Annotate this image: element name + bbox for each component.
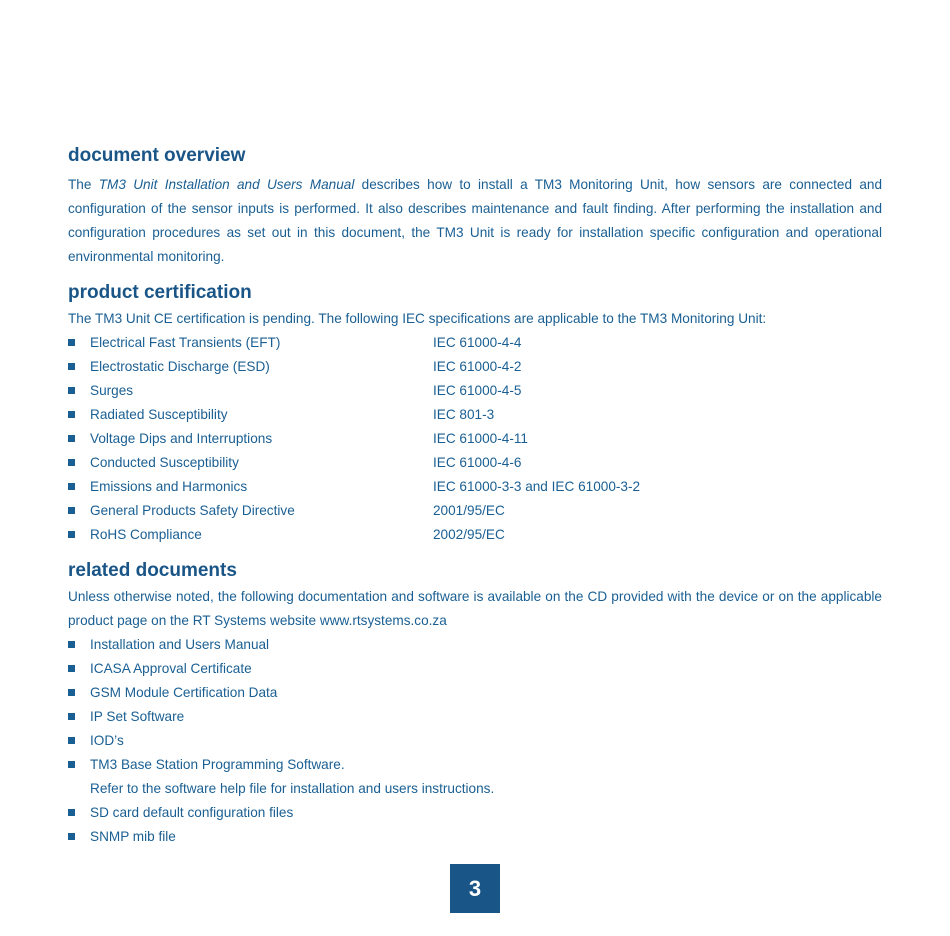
square-bullet-icon (68, 737, 75, 744)
related-item-label: TM3 Base Station Programming Software. (90, 757, 345, 772)
certification-label: Radiated Susceptibility (90, 407, 228, 422)
related-item (68, 825, 882, 849)
square-bullet-icon (68, 809, 75, 816)
related-item-label: IP Set Software (90, 709, 185, 724)
square-bullet-icon (68, 411, 75, 418)
certification-spec: IEC 61000-3-3 and IEC 61000-3-2 (433, 479, 641, 494)
related-item (68, 729, 882, 753)
certification-item (68, 403, 882, 427)
square-bullet-icon (68, 665, 75, 672)
square-bullet-icon (68, 363, 75, 370)
related-item-label: Installation and Users Manual (90, 637, 270, 652)
certification-label: Voltage Dips and Interruptions (90, 431, 273, 446)
certification-item (68, 451, 882, 475)
certification-item (68, 475, 882, 499)
related-item (68, 633, 882, 657)
square-bullet-icon (68, 833, 75, 840)
related-item-label: SD card default configuration files (90, 805, 294, 820)
certification-item (68, 331, 882, 355)
square-bullet-icon (68, 689, 75, 696)
related-item (68, 657, 882, 681)
certification-item (68, 427, 882, 451)
related-item (68, 801, 882, 825)
related-item-label: ICASA Approval Certificate (90, 661, 252, 676)
square-bullet-icon (68, 387, 75, 394)
square-bullet-icon (68, 435, 75, 442)
certification-intro: The TM3 Unit CE certification is pending. The following IEC specifications are applicable to the TM3 Monitoring Unit: (68, 311, 767, 326)
certification-label: General Products Safety Directive (90, 503, 295, 518)
related-item-continuation: Refer to the software help file for installation and users instructions. (90, 781, 495, 796)
square-bullet-icon (68, 507, 75, 514)
certification-heading: product certification (68, 282, 252, 303)
page-number: 3 (450, 864, 500, 913)
certification-label: Electrical Fast Transients (EFT) (90, 335, 281, 350)
related-item-label: SNMP mib file (90, 829, 176, 844)
certification-item (68, 355, 882, 379)
overview-text-prefix: The (68, 177, 99, 192)
related-item (68, 681, 882, 705)
square-bullet-icon (68, 531, 75, 538)
certification-list (68, 331, 882, 547)
square-bullet-icon (68, 761, 75, 768)
related-list (68, 633, 882, 849)
certification-label: Surges (90, 383, 134, 398)
overview-text-rest: describes how to install a TM3 Monitoring Unit, how sensors are connected and configuration of the sensor inputs is performed. It also describes maintenance and fault finding. After performing the installation and configuration procedures as set out in this document, the TM3 Unit is ready for installation specific configuration and operational environmental monitoring. (68, 177, 883, 264)
square-bullet-icon (68, 483, 75, 490)
related-item (68, 753, 882, 777)
square-bullet-icon (68, 641, 75, 648)
related-item (68, 705, 882, 729)
certification-item (68, 379, 882, 403)
certification-spec: IEC 61000-4-6 (433, 455, 522, 470)
certification-label: Electrostatic Discharge (ESD) (90, 359, 270, 374)
manual-title: TM3 Unit Installation and Users Manual (98, 177, 355, 192)
related-heading: related documents (68, 560, 237, 581)
certification-spec: 2002/95/EC (433, 527, 505, 542)
certification-item (68, 499, 882, 523)
certification-spec: IEC 61000-4-4 (433, 335, 522, 350)
certification-spec: IEC 61000-4-2 (433, 359, 522, 374)
certification-label: RoHS Compliance (90, 527, 202, 542)
square-bullet-icon (68, 713, 75, 720)
related-intro: Unless otherwise noted, the following documentation and software is available on the CD provided with the device or on the applicable product page on the RT Systems website www.rtsystems.co.za (68, 589, 882, 628)
overview-paragraph (68, 173, 882, 269)
certification-spec: IEC 61000-4-11 (433, 431, 528, 446)
related-item-label: GSM Module Certification Data (90, 685, 278, 700)
certification-spec: IEC 801-3 (433, 407, 495, 422)
square-bullet-icon (68, 339, 75, 346)
square-bullet-icon (68, 459, 75, 466)
certification-label: Conducted Susceptibility (90, 455, 239, 470)
certification-spec: 2001/95/EC (433, 503, 505, 518)
certification-spec: IEC 61000-4-5 (433, 383, 522, 398)
certification-label: Emissions and Harmonics (90, 479, 248, 494)
certification-item (68, 523, 882, 547)
related-item-label: IOD’s (90, 733, 124, 748)
overview-heading: document overview (68, 145, 246, 166)
